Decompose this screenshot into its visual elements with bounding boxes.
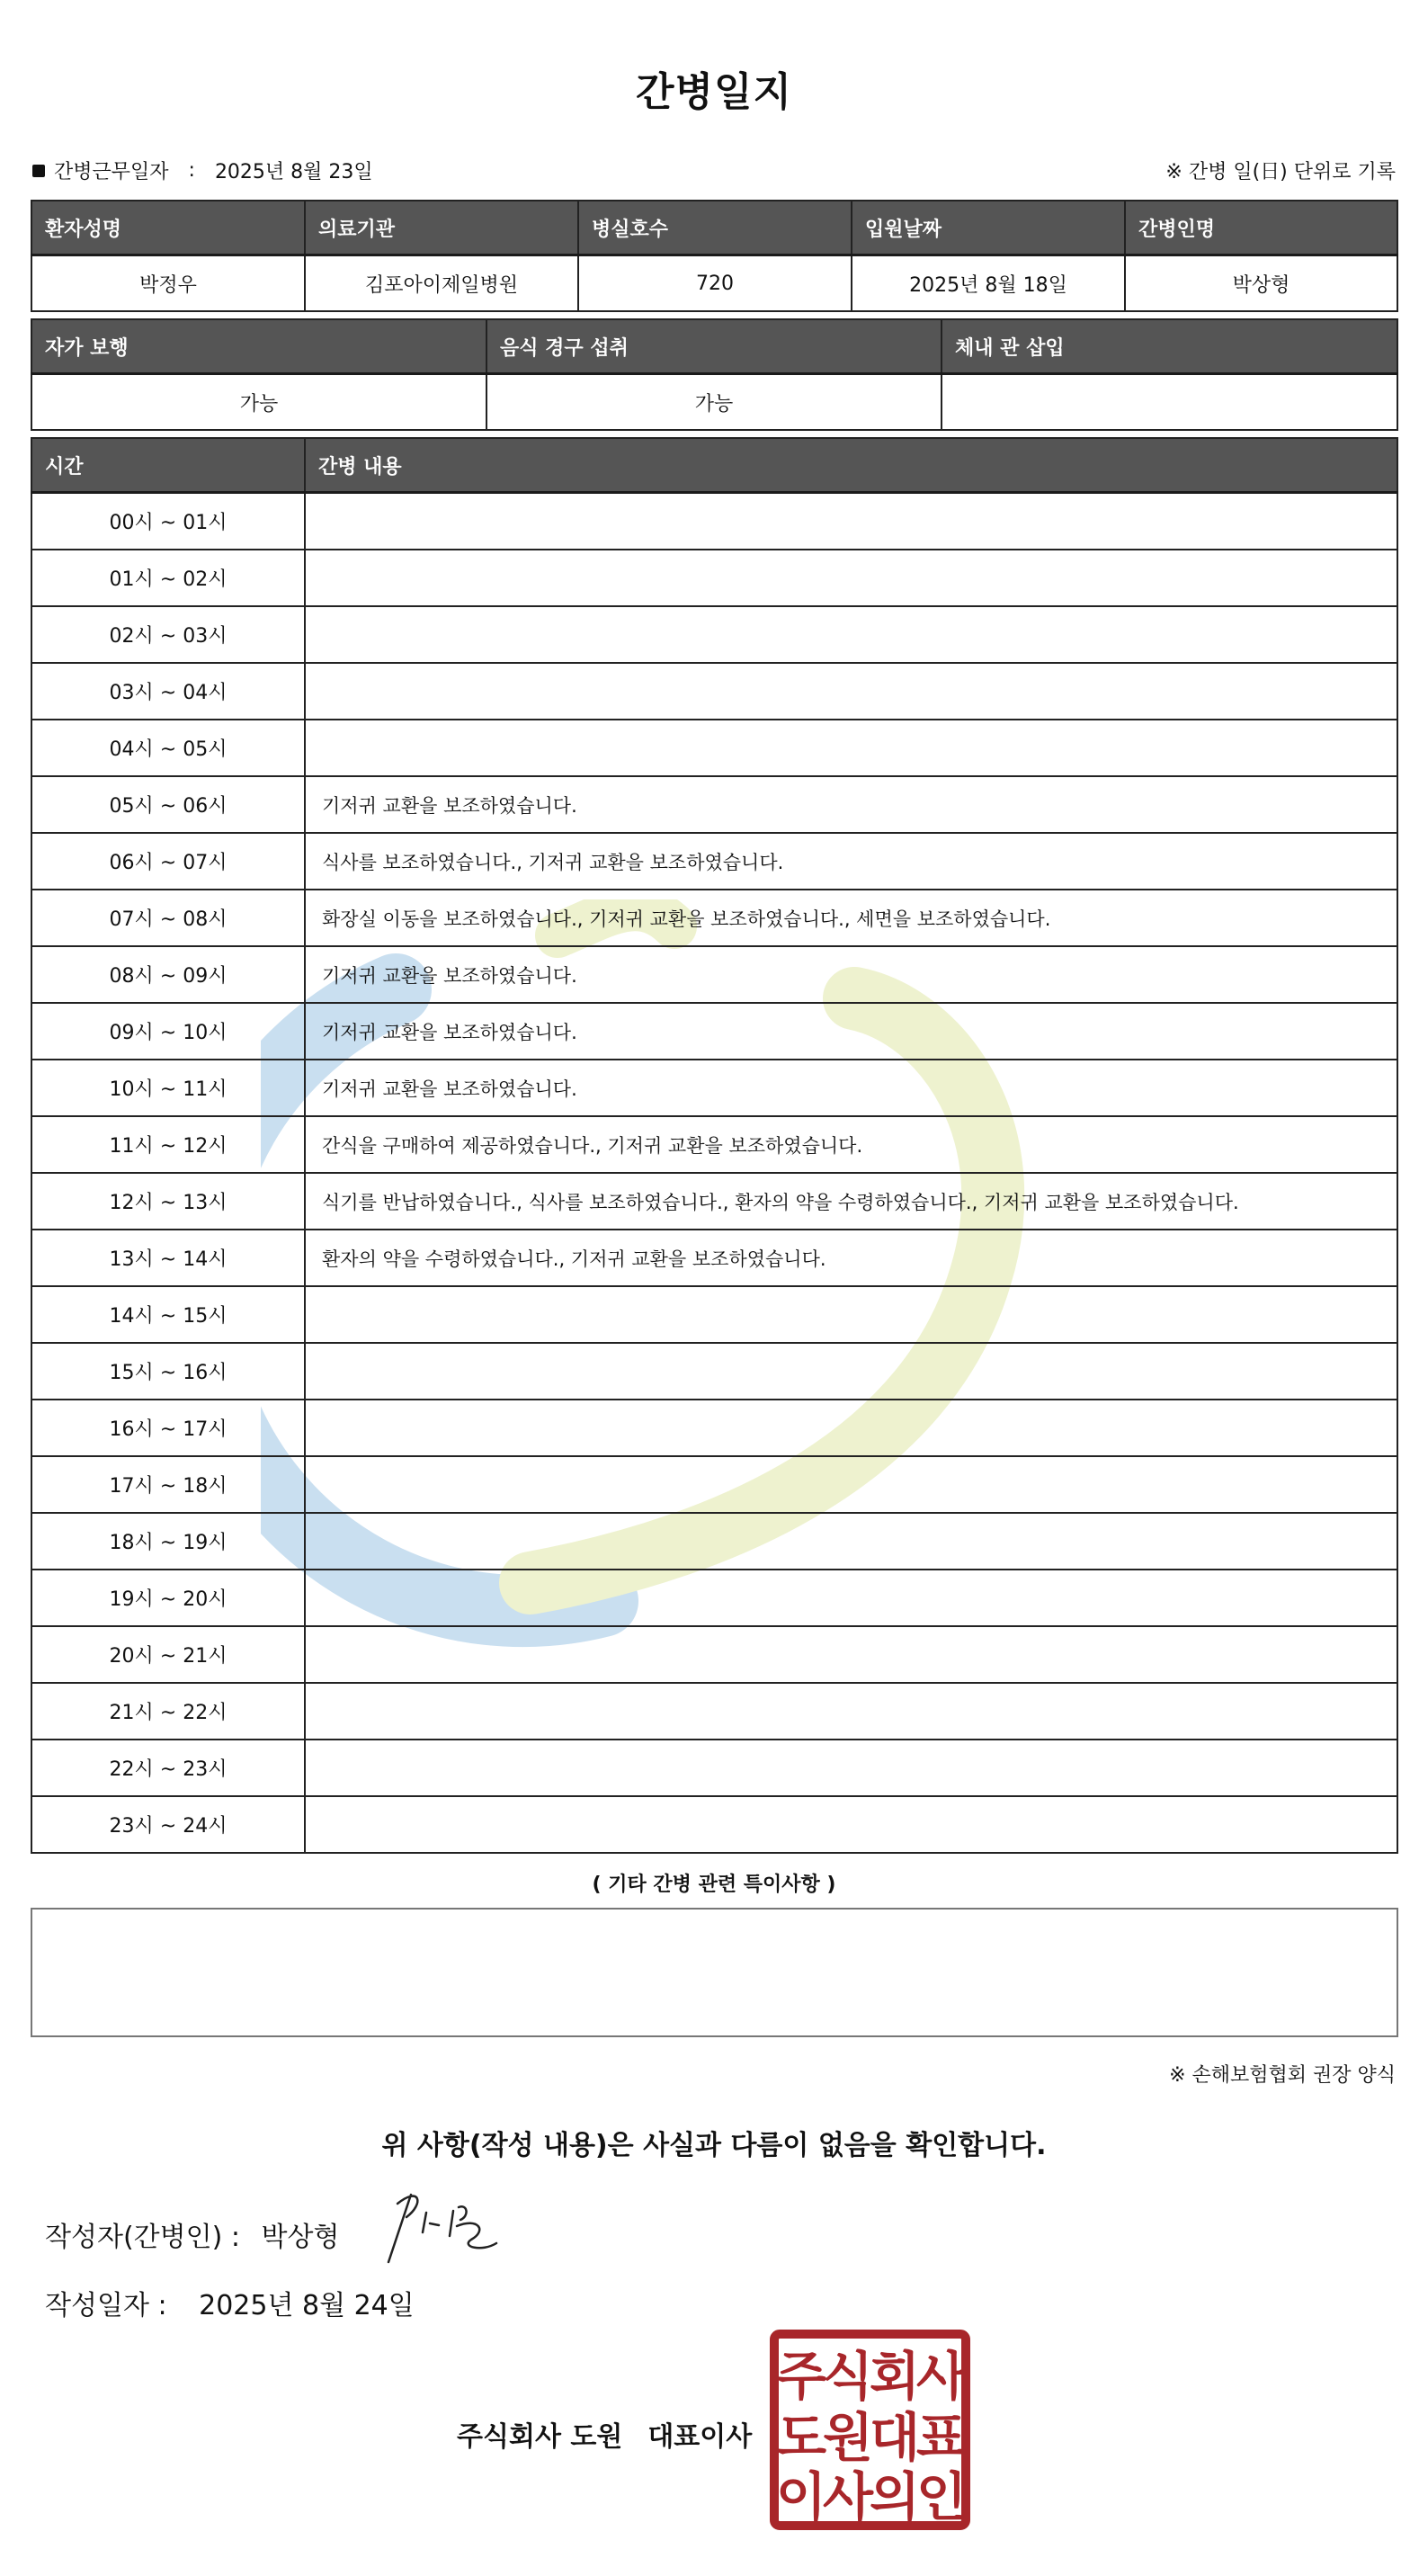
care-log-table [31, 437, 1398, 1854]
time-slot: 03시 ~ 04시 [31, 663, 305, 720]
care-content [305, 1343, 1397, 1400]
header-room-number: 병실호수 [578, 201, 852, 255]
header-tube-insertion: 체내 관 삽입 [942, 319, 1397, 374]
care-content [305, 1513, 1397, 1570]
care-content: 간식을 구매하여 제공하였습니다., 기저귀 교환을 보조하였습니다. [305, 1116, 1397, 1173]
table-row [31, 1116, 1397, 1173]
time-slot: 05시 ~ 06시 [31, 776, 305, 833]
patient-name: 박정우 [31, 255, 305, 312]
care-content [305, 550, 1397, 606]
time-slot: 02시 ~ 03시 [31, 606, 305, 663]
time-slot: 16시 ~ 17시 [31, 1400, 305, 1456]
writer-name: 박상형 [261, 2222, 340, 2253]
tube-insertion-value [942, 374, 1397, 431]
table-row [31, 606, 1397, 663]
table-row [31, 1513, 1397, 1570]
company-name: 주식회사 도원 [457, 2421, 623, 2453]
table-row [31, 1740, 1397, 1796]
work-date-label: 간병근무일자 [54, 161, 169, 183]
admission-date: 2025년 8월 18일 [852, 255, 1125, 312]
table-row [31, 776, 1397, 833]
document-title: 간병일지 [635, 69, 792, 115]
insurance-form-note: ※ 손해보험협회 권장 양식 [1169, 2064, 1396, 2087]
hospital-name: 김포아이제일병원 [305, 255, 578, 312]
seal-row-3: 이사의인 [775, 2466, 964, 2527]
time-slot: 23시 ~ 24시 [31, 1796, 305, 1853]
header-caregiver-name: 간병인명 [1125, 201, 1397, 255]
time-slot: 21시 ~ 22시 [31, 1683, 305, 1740]
header-self-walking: 자가 보행 [31, 319, 486, 374]
table-row [31, 1230, 1397, 1286]
table-row [31, 1003, 1397, 1060]
work-date-colon: : [188, 159, 195, 182]
patient-info-table [31, 200, 1398, 312]
table-row [31, 493, 1397, 550]
care-content [305, 1626, 1397, 1683]
table-row [31, 946, 1397, 1003]
representative-title: 대표이사 [647, 2421, 753, 2453]
care-content [305, 1286, 1397, 1343]
care-content: 기저귀 교환을 보조하였습니다. [305, 1060, 1397, 1116]
header-oral-intake: 음식 경구 섭취 [486, 319, 942, 374]
time-slot: 19시 ~ 20시 [31, 1570, 305, 1626]
time-slot: 01시 ~ 02시 [31, 550, 305, 606]
company-signatory [457, 2414, 752, 2454]
time-slot: 18시 ~ 19시 [31, 1513, 305, 1570]
writer-label: 작성자(간병인) : [45, 2222, 240, 2253]
table-row [31, 1060, 1397, 1116]
care-content [305, 663, 1397, 720]
handwritten-signature [370, 2177, 532, 2276]
work-date-value: 2025년 8월 23일 [214, 161, 373, 183]
time-slot: 20시 ~ 21시 [31, 1626, 305, 1683]
care-content [305, 1683, 1397, 1740]
oral-intake-value: 가능 [486, 374, 942, 431]
time-slot: 14시 ~ 15시 [31, 1286, 305, 1343]
written-date-value: 2025년 8월 24일 [199, 2290, 415, 2321]
written-date-line [45, 2283, 415, 2322]
table-row [31, 1796, 1397, 1853]
care-content: 기저귀 교환을 보조하였습니다. [305, 776, 1397, 833]
self-walking-value: 가능 [31, 374, 486, 431]
care-content [305, 720, 1397, 776]
table-row [31, 1286, 1397, 1343]
header-time: 시간 [31, 438, 305, 493]
special-notes-box [31, 1908, 1398, 2037]
table-row [31, 1456, 1397, 1513]
header-hospital: 의료기관 [305, 201, 578, 255]
table-row [31, 663, 1397, 720]
care-content: 식기를 반납하였습니다., 식사를 보조하였습니다., 환자의 약을 수령하였습니다., 기저귀 교환을 보조하였습니다. [305, 1173, 1397, 1230]
care-content [305, 1400, 1397, 1456]
care-content: 식사를 보조하였습니다., 기저귀 교환을 보조하였습니다. [305, 833, 1397, 890]
care-content [305, 1456, 1397, 1513]
care-content [305, 1570, 1397, 1626]
table-row [31, 1400, 1397, 1456]
header-care-content: 간병 내용 [305, 438, 1397, 493]
table-row [31, 1626, 1397, 1683]
header-patient-name: 환자성명 [31, 201, 305, 255]
table-row [31, 890, 1397, 946]
table-row [31, 833, 1397, 890]
time-slot: 13시 ~ 14시 [31, 1230, 305, 1286]
time-slot: 15시 ~ 16시 [31, 1343, 305, 1400]
room-number: 720 [578, 255, 852, 312]
seal-row-2: 도원대표 [775, 2407, 964, 2468]
table-row [31, 1173, 1397, 1230]
care-content [305, 493, 1397, 550]
work-date [32, 157, 373, 184]
time-slot: 11시 ~ 12시 [31, 1116, 305, 1173]
record-unit-note: ※ 간병 일(日) 단위로 기록 [1165, 161, 1396, 183]
care-content [305, 1740, 1397, 1796]
patient-status-table [31, 318, 1398, 431]
time-slot: 06시 ~ 07시 [31, 833, 305, 890]
table-row [31, 550, 1397, 606]
time-slot: 22시 ~ 23시 [31, 1740, 305, 1796]
writer-line [45, 2214, 352, 2254]
table-row [31, 720, 1397, 776]
seal-row-1: 주식회사 [775, 2346, 964, 2407]
care-content: 기저귀 교환을 보조하였습니다. [305, 1003, 1397, 1060]
bullet-icon [32, 165, 45, 177]
written-date-label: 작성일자 : [45, 2290, 167, 2321]
time-slot: 09시 ~ 10시 [31, 1003, 305, 1060]
care-content: 기저귀 교환을 보조하였습니다. [305, 946, 1397, 1003]
care-content: 환자의 약을 수령하였습니다., 기저귀 교환을 보조하였습니다. [305, 1230, 1397, 1286]
care-content: 화장실 이동을 보조하였습니다., 기저귀 교환을 보조하였습니다., 세면을 보조하였습니다. [305, 890, 1397, 946]
time-slot: 07시 ~ 08시 [31, 890, 305, 946]
time-slot: 04시 ~ 05시 [31, 720, 305, 776]
caregiver-name: 박상형 [1125, 255, 1397, 312]
time-slot: 00시 ~ 01시 [31, 493, 305, 550]
table-row [31, 1570, 1397, 1626]
special-notes-label: ( 기타 간병 관련 특이사항 ) [592, 1874, 836, 1896]
table-row [31, 1683, 1397, 1740]
care-content [305, 1796, 1397, 1853]
time-slot: 08시 ~ 09시 [31, 946, 305, 1003]
confirmation-statement: 위 사항(작성 내용)은 사실과 다름이 없음을 확인합니다. [381, 2130, 1047, 2161]
time-slot: 12시 ~ 13시 [31, 1173, 305, 1230]
company-seal [770, 2330, 970, 2530]
time-slot: 10시 ~ 11시 [31, 1060, 305, 1116]
header-admission-date: 입원날짜 [852, 201, 1125, 255]
time-slot: 17시 ~ 18시 [31, 1456, 305, 1513]
table-row [31, 1343, 1397, 1400]
care-content [305, 606, 1397, 663]
